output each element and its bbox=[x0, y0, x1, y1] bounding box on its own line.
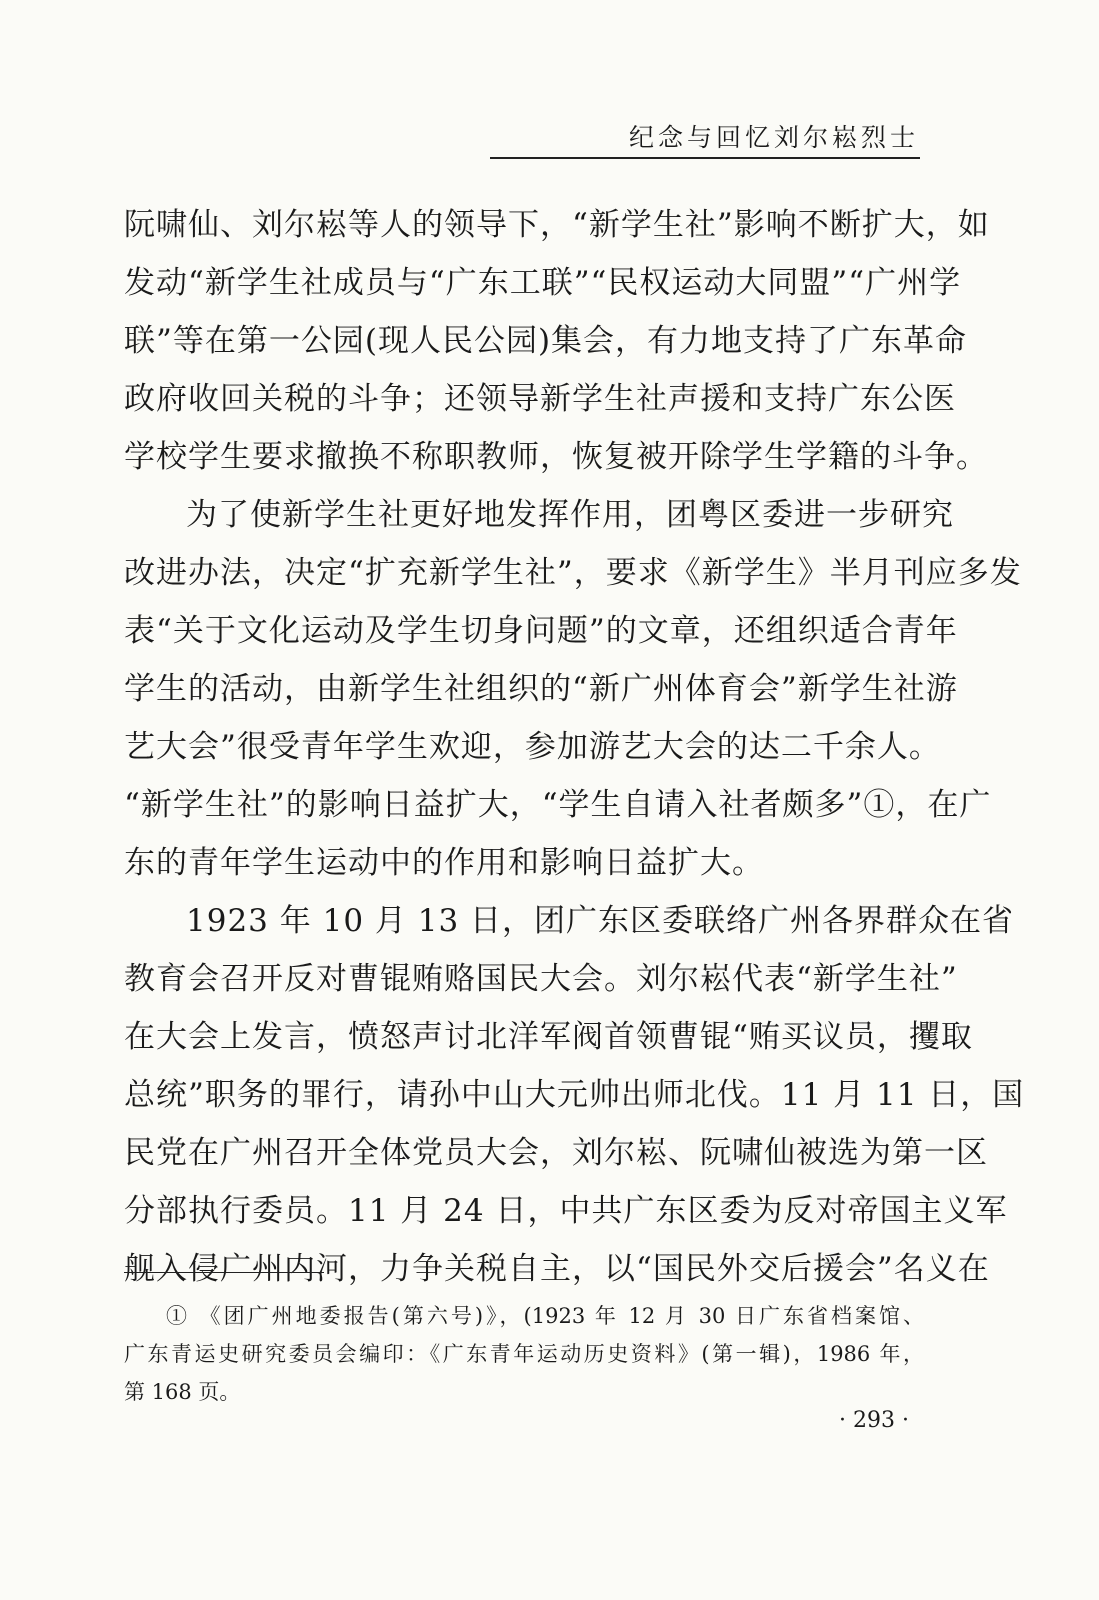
body-line: 联”等在第一公园(现人民公园)集会，有力地支持了广东革命 bbox=[124, 323, 968, 359]
body-line: “新学生社”的影响日益扩大，“学生自请入社者颇多”①，在广 bbox=[124, 787, 992, 823]
body-line: 阮啸仙、刘尔崧等人的领导下，“新学生社”影响不断扩大，如 bbox=[124, 207, 990, 243]
body-line: 舰入侵广州内河，力争关税自主，以“国民外交后援会”名义在 bbox=[124, 1251, 990, 1287]
body-line: 1923 年 10 月 13 日，团广东区委联络广州各界群众在省 bbox=[186, 903, 1015, 939]
body-line: 改进办法，决定“扩充新学生社”，要求《新学生》半月刊应多发 bbox=[124, 555, 1022, 591]
body-line: 在大会上发言，愤怒声讨北洋军阀首领曹锟“贿买议员，攫取 bbox=[124, 1019, 973, 1055]
body-line: 为了使新学生社更好地发挥作用，团粤区委进一步研究 bbox=[186, 497, 954, 533]
body-line: 东的青年学生运动中的作用和影响日益扩大。 bbox=[124, 845, 764, 881]
body-line: 分部执行委员。11 月 24 日，中共广东区委为反对帝国主义军 bbox=[124, 1193, 1008, 1229]
footnote-line: 广东青运史研究委员会编印：《广东青年运动历史资料》(第一辑)，1986 年， bbox=[124, 1342, 924, 1366]
body-line: 表“关于文化运动及学生切身问题”的文章，还组织适合青年 bbox=[124, 613, 958, 649]
body-text bbox=[124, 196, 1025, 1298]
body-line: 民党在广州召开全体党员大会，刘尔崧、阮啸仙被选为第一区 bbox=[124, 1135, 988, 1171]
footnotes bbox=[124, 1297, 924, 1411]
body-line: 发动“新学生社成员与“广东工联”“民权运动大同盟”“广州学 bbox=[124, 265, 962, 301]
footnote-line: 第 168 页。 bbox=[124, 1380, 241, 1404]
body-line: 艺大会”很受青年学生欢迎，参加游艺大会的达二千余人。 bbox=[124, 729, 941, 765]
footnote-line: ① 《团广州地委报告(第六号)》，(1923 年 12 月 30 日广东省档案馆、 bbox=[166, 1304, 924, 1328]
body-line: 教育会召开反对曹锟贿赂国民大会。刘尔崧代表“新学生社” bbox=[124, 961, 958, 997]
body-line: 总统”职务的罪行，请孙中山大元帅出师北伐。11 月 11 日，国 bbox=[124, 1077, 1025, 1113]
footnote-rule bbox=[124, 1272, 324, 1273]
running-header-title: 纪念与回忆刘尔崧烈士 bbox=[628, 123, 919, 152]
body-line: 学校学生要求撤换不称职教师，恢复被开除学生学籍的斗争。 bbox=[124, 439, 988, 475]
page-number: · 293 · bbox=[839, 1408, 909, 1433]
body-line: 政府收回关税的斗争；还领导新学生社声援和支持广东公医 bbox=[124, 381, 956, 417]
body-line: 学生的活动，由新学生社组织的“新广州体育会”新学生社游 bbox=[124, 671, 958, 707]
header-rule bbox=[490, 157, 920, 159]
